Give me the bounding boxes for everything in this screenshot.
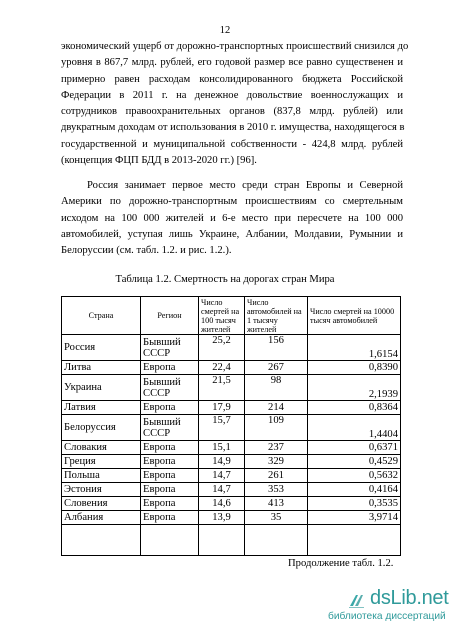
table-row (62, 335, 401, 361)
deaths-per-100k-cell: 14,7 (199, 469, 245, 483)
header-region: Регион (141, 297, 199, 335)
region-cell: Европа (141, 441, 199, 455)
country-cell: Греция (62, 455, 141, 469)
empty-cell (308, 525, 401, 556)
text-line: экономический ущерб от дорожно-транспортных происшествий снизился до (61, 41, 409, 52)
country-cell: Латвия (62, 401, 141, 415)
table-row (62, 469, 401, 483)
header-vehicles-per-1k-population: Число автомобилей на 1 тысячу жителей (245, 297, 308, 335)
deaths-per-10k-vehicles-cell: 0,5632 (308, 469, 401, 483)
paragraph-economic-damage (61, 39, 409, 169)
table-row (62, 375, 401, 401)
road-mortality-table (61, 296, 401, 556)
deaths-per-10k-vehicles-cell: 1,4404 (308, 415, 401, 441)
deaths-per-10k-vehicles-cell: 0,8364 (308, 401, 401, 415)
region-cell: Бывший СССР (141, 415, 199, 441)
deaths-per-100k-cell: 25,2 (199, 335, 245, 361)
empty-cell (141, 525, 199, 556)
country-cell: Россия (62, 335, 141, 361)
vehicles-cell: 237 (245, 441, 308, 455)
table-row (62, 483, 401, 497)
region-cell: Европа (141, 483, 199, 497)
deaths-per-100k-cell: 13,9 (199, 511, 245, 525)
vehicles-cell: 261 (245, 469, 308, 483)
table-row (62, 441, 401, 455)
dslib-logo-icon (347, 591, 367, 611)
region-cell: Европа (141, 361, 199, 375)
text-line: Белоруссии (см. табл. 1.2. и рис. 1.2.). (61, 245, 232, 257)
country-cell: Украина (62, 375, 141, 401)
country-cell: Белоруссия (62, 415, 141, 441)
vehicles-cell: 109 (245, 415, 308, 441)
deaths-per-100k-cell: 15,7 (199, 415, 245, 441)
page-number: 12 (219, 25, 231, 36)
deaths-per-10k-vehicles-cell: 0,3535 (308, 497, 401, 511)
region-cell: Бывший СССР (141, 335, 199, 361)
country-cell: Словения (62, 497, 141, 511)
vehicles-cell: 214 (245, 401, 308, 415)
deaths-per-100k-cell: 17,9 (199, 401, 245, 415)
paragraph-russia-ranking (61, 178, 403, 259)
vehicles-cell: 156 (245, 335, 308, 361)
empty-cell (245, 525, 308, 556)
vehicles-cell: 413 (245, 497, 308, 511)
region-cell: Европа (141, 497, 199, 511)
deaths-per-100k-cell: 14,6 (199, 497, 245, 511)
text-line: Америки по дорожно-транспортным происшествиям со смертельным (61, 196, 403, 208)
country-cell: Литва (62, 361, 141, 375)
deaths-per-100k-cell: 22,4 (199, 361, 245, 375)
table-caption: Таблица 1.2. Смертность на дорогах стран Мира (115, 274, 335, 285)
table-continuation-note: Продолжение табл. 1.2. (288, 558, 394, 569)
text-line: исходом на 100 000 жителей и 6-е место при пересчете на 100 000 (61, 212, 403, 224)
country-cell: Албания (62, 511, 141, 525)
header-deaths-per-10k-vehicles: Число смертей на 10000 тысяч автомобилей (308, 297, 401, 335)
watermark-tagline: библиотека диссертаций (328, 611, 446, 622)
text-line: Федерации в 2011 г. на денежное довольствие военнослужащих и (61, 89, 403, 101)
region-cell: Европа (141, 469, 199, 483)
deaths-per-10k-vehicles-cell: 3,9714 (308, 511, 401, 525)
region-cell: Европа (141, 455, 199, 469)
empty-cell (199, 525, 245, 556)
table-row (62, 511, 401, 525)
deaths-per-10k-vehicles-cell: 0,6371 (308, 441, 401, 455)
table-row (62, 401, 401, 415)
text-line: двукратным доходам от использования в 2010 г. имущества, находящегося в (61, 122, 405, 134)
deaths-per-100k-cell: 14,9 (199, 455, 245, 469)
table-row (62, 455, 401, 469)
deaths-per-10k-vehicles-cell: 0,8390 (308, 361, 401, 375)
region-cell: Европа (141, 511, 199, 525)
header-deaths-per-100k-population: Число смертей на 100 тысяч жителей (199, 297, 245, 335)
header-country: Страна (62, 297, 141, 335)
text-line: автомобилей, уступая лишь Украине, Албании, Молдавии, Румынии и (61, 228, 403, 240)
country-cell: Словакия (62, 441, 141, 455)
empty-cell (62, 525, 141, 556)
text-line: Россия занимает первое место среди стран Европы и Северной (87, 180, 403, 191)
deaths-per-10k-vehicles-cell: 2,1939 (308, 375, 401, 401)
vehicles-cell: 35 (245, 511, 308, 525)
vehicles-cell: 353 (245, 483, 308, 497)
deaths-per-10k-vehicles-cell: 0,4529 (308, 455, 401, 469)
text-line: государственной и муниципальной собственности - 424,8 млрд. рублей (61, 138, 403, 150)
deaths-per-10k-vehicles-cell: 1,6154 (308, 335, 401, 361)
text-line: сотрудников правоохранительных органов (837,8 млрд. рублей) или (61, 106, 403, 118)
deaths-per-10k-vehicles-cell: 0,4164 (308, 483, 401, 497)
text-line: уровня в 867,7 млрд. рублей, его годовой размер все равно существенен и (61, 57, 403, 69)
table-row (62, 361, 401, 375)
region-cell: Бывший СССР (141, 375, 199, 401)
text-line: (концепция ФЦП БДД в 2013-2020 гг.) [96]. (61, 155, 257, 167)
vehicles-cell: 329 (245, 455, 308, 469)
table-row-empty (62, 525, 401, 556)
table-row (62, 497, 401, 511)
watermark-brand[interactable]: dsLib.net (370, 587, 449, 609)
deaths-per-100k-cell: 21,5 (199, 375, 245, 401)
table-row (62, 415, 401, 441)
deaths-per-100k-cell: 15,1 (199, 441, 245, 455)
text-line: примерно равен расходам консолидированного бюджета Российской (61, 73, 403, 85)
country-cell: Эстония (62, 483, 141, 497)
region-cell: Европа (141, 401, 199, 415)
table-header-row (62, 297, 401, 335)
vehicles-cell: 98 (245, 375, 308, 401)
vehicles-cell: 267 (245, 361, 308, 375)
deaths-per-100k-cell: 14,7 (199, 483, 245, 497)
country-cell: Польша (62, 469, 141, 483)
